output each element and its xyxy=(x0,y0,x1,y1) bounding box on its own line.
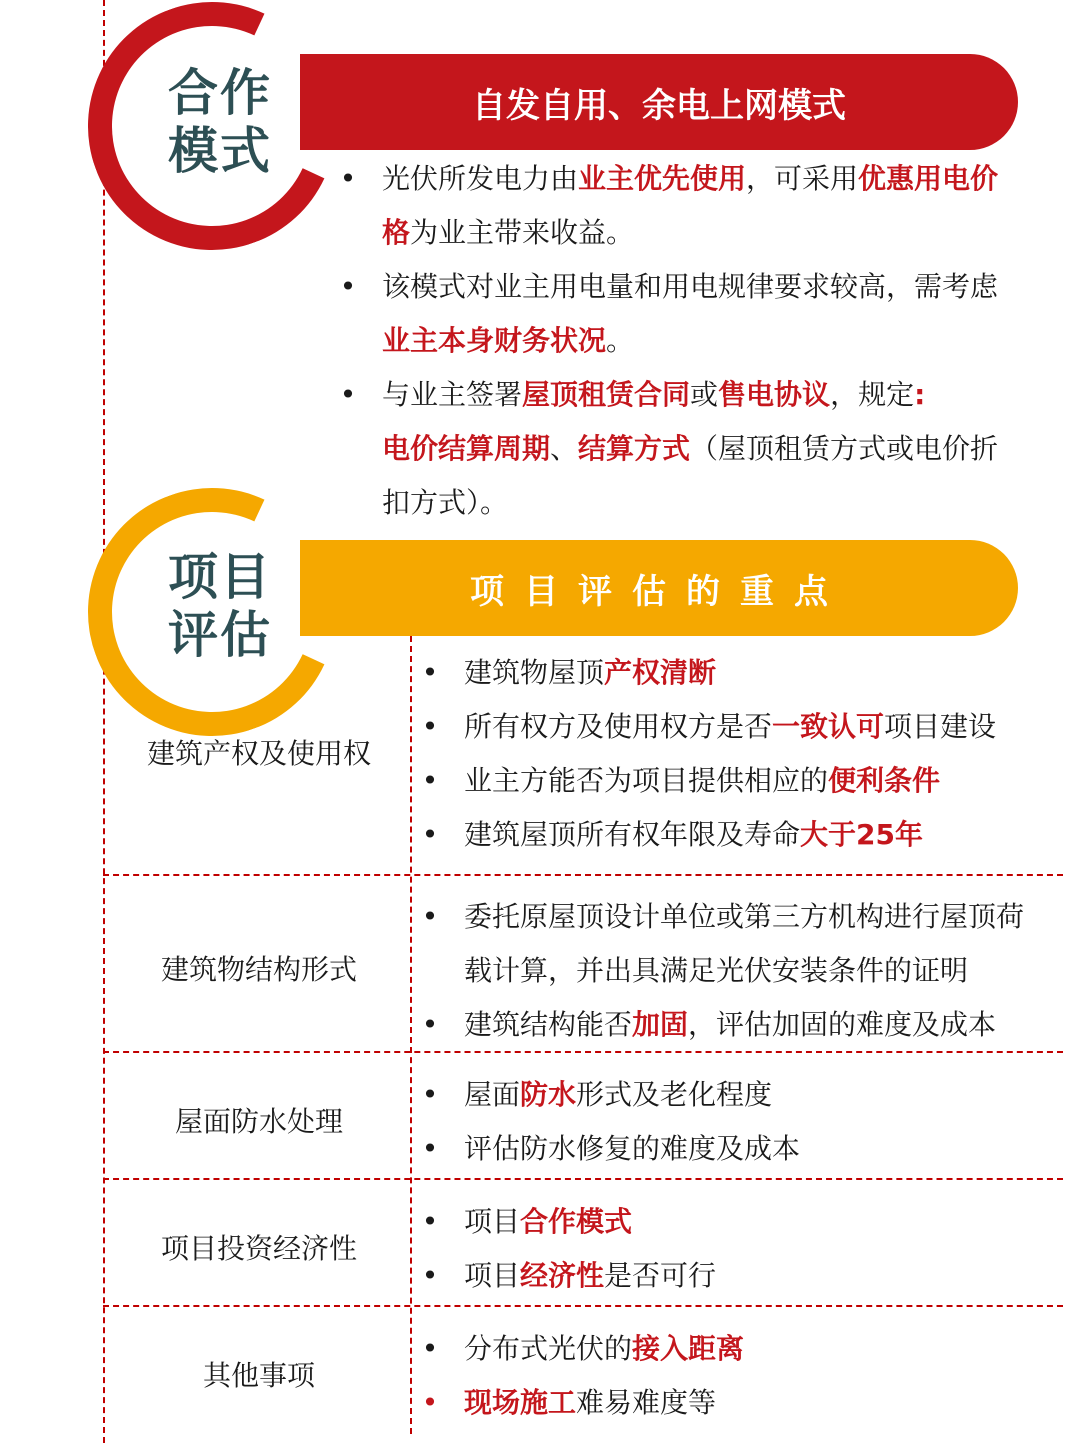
item-text: 分布式光伏的 xyxy=(464,1332,633,1365)
section2-banner xyxy=(300,540,1018,636)
table-row-divider xyxy=(103,1305,1063,1307)
section1-banner-title: 自发自用、余电上网模式 xyxy=(472,85,846,126)
item-text: 建筑屋顶所有权年限及寿命 xyxy=(464,818,801,851)
item-text: 所有权方及使用权方是否 xyxy=(464,710,773,743)
item-text: 该模式对业主用电量和用电规律要求较高，需考虑 xyxy=(382,270,999,303)
list-item xyxy=(420,1376,1050,1430)
bullet-icon: • xyxy=(421,764,439,797)
bullet-icon: • xyxy=(421,656,439,689)
item-text: 委托原屋顶设计单位或第三方机构进行屋顶荷载计算，并出具满足光伏安装条件的证明 xyxy=(464,900,1025,987)
item-text: 屋面 xyxy=(464,1078,521,1111)
table-column-divider xyxy=(410,636,412,1434)
list-item xyxy=(420,700,1050,754)
section2-tag xyxy=(150,548,290,664)
item-highlight: 屋顶租赁合同 xyxy=(522,378,691,411)
bullet-icon: • xyxy=(421,1078,439,1111)
row-items xyxy=(420,1068,1050,1176)
item-text: 难易难度等 xyxy=(576,1386,717,1419)
item-text: ，评估加固的难度及成本 xyxy=(688,1008,997,1041)
item-highlight: 防水 xyxy=(520,1078,577,1111)
item-highlight: 接入距离 xyxy=(632,1332,745,1365)
item-text: 形式及老化程度 xyxy=(576,1078,773,1111)
item-highlight: : xyxy=(914,378,926,411)
item-highlight: 业主本身财务状况 xyxy=(382,324,607,357)
bullet-icon: • xyxy=(421,1132,439,1165)
bullet-icon: • xyxy=(339,162,357,195)
list-item xyxy=(338,260,1018,368)
item-text: ，规定 xyxy=(830,378,915,411)
item-text: 。 xyxy=(606,324,635,357)
item-highlight: 业主优先使用 xyxy=(578,162,747,195)
section2-tag-line2: 评估 xyxy=(168,606,272,664)
item-highlight: 经济性 xyxy=(520,1259,605,1292)
bullet-icon: • xyxy=(421,1386,439,1419)
item-text: 评估防水修复的难度及成本 xyxy=(464,1132,801,1165)
list-item xyxy=(420,1322,1050,1376)
item-text: 建筑物屋顶 xyxy=(464,656,605,689)
row-items xyxy=(420,646,1050,862)
list-item xyxy=(420,1068,1050,1122)
item-highlight: 便利条件 xyxy=(828,764,941,797)
item-highlight: 优惠用电价格 xyxy=(382,162,999,249)
item-highlight: 结算方式 xyxy=(578,432,691,465)
bullet-icon: • xyxy=(421,1332,439,1365)
section1-tag xyxy=(150,64,290,180)
list-item xyxy=(420,1249,1050,1303)
item-text: 为业主带来收益。 xyxy=(410,216,635,249)
bullet-icon: • xyxy=(421,1259,439,1292)
section2-banner-title: 项目评估的重点 xyxy=(470,571,848,612)
item-text: 是否可行 xyxy=(604,1259,717,1292)
row-label: 项目投资经济性 xyxy=(160,1232,357,1265)
row-label: 建筑产权及使用权 xyxy=(146,737,371,770)
table-row-divider xyxy=(103,1178,1063,1180)
section1-list xyxy=(338,152,1018,530)
row-label: 屋面防水处理 xyxy=(174,1105,343,1138)
list-item xyxy=(420,998,1050,1052)
section1-tag-line2: 模式 xyxy=(168,122,272,180)
left-dashed-line xyxy=(103,0,105,1443)
row-items xyxy=(420,1195,1050,1303)
item-text: 与业主签署 xyxy=(382,378,523,411)
list-item xyxy=(420,1122,1050,1176)
list-item xyxy=(420,646,1050,700)
item-highlight: 加固 xyxy=(632,1008,689,1041)
item-text: 项目 xyxy=(464,1205,521,1238)
table-row-divider xyxy=(103,874,1063,876)
list-item xyxy=(420,808,1050,862)
bullet-icon: • xyxy=(421,710,439,743)
list-item xyxy=(338,368,1018,530)
row-label: 建筑物结构形式 xyxy=(160,953,357,986)
item-text: 、 xyxy=(550,432,579,465)
section1-tag-line1: 合作 xyxy=(168,64,272,122)
list-item xyxy=(420,890,1050,998)
item-text: 业主方能否为项目提供相应的 xyxy=(464,764,829,797)
row-items xyxy=(420,890,1050,1052)
bullet-icon: • xyxy=(421,1205,439,1238)
list-item xyxy=(338,152,1018,260)
item-highlight: 电价结算周期 xyxy=(382,432,551,465)
item-highlight: 大于25年 xyxy=(800,818,923,851)
item-text: ，可采用 xyxy=(746,162,859,195)
item-text: 项目建设 xyxy=(884,710,997,743)
section2-tag-line1: 项目 xyxy=(168,548,272,606)
list-item xyxy=(420,1195,1050,1249)
bullet-icon: • xyxy=(339,378,357,411)
item-highlight: 合作模式 xyxy=(520,1205,633,1238)
list-item xyxy=(420,754,1050,808)
item-highlight: 现场施工 xyxy=(464,1386,577,1419)
row-items xyxy=(420,1322,1050,1430)
item-highlight: 售电协议 xyxy=(718,378,831,411)
item-text: 项目 xyxy=(464,1259,521,1292)
bullet-icon: • xyxy=(421,1008,439,1041)
item-text: 光伏所发电力由 xyxy=(382,162,579,195)
row-label: 其他事项 xyxy=(202,1359,315,1392)
bullet-icon: • xyxy=(339,270,357,303)
item-text: （屋顶租赁方式或电价折扣方式）。 xyxy=(382,432,999,519)
item-highlight: 一致认可 xyxy=(772,710,885,743)
section1-banner xyxy=(300,54,1018,150)
bullet-icon: • xyxy=(421,818,439,851)
item-text: 建筑结构能否 xyxy=(464,1008,633,1041)
item-highlight: 产权清断 xyxy=(604,656,717,689)
item-text: 或 xyxy=(690,378,719,411)
bullet-icon: • xyxy=(421,900,439,933)
